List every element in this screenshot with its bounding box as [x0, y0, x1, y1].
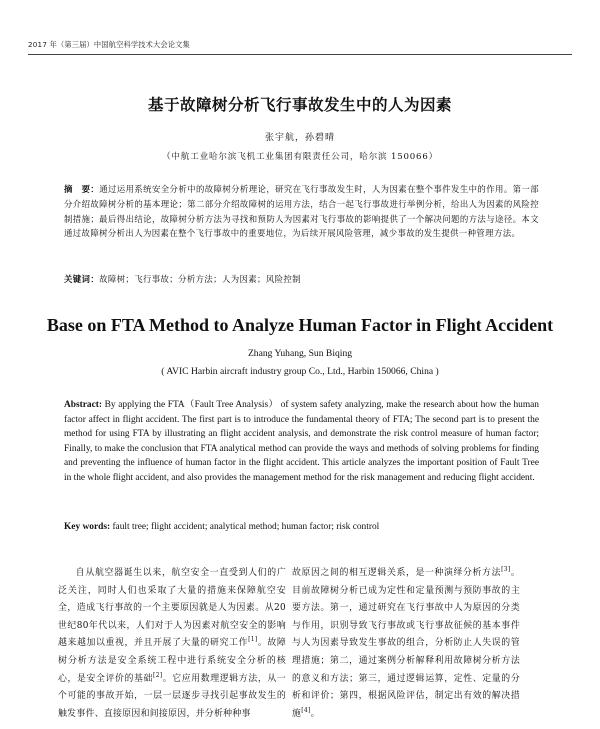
- citation-ref: [4]: [301, 706, 311, 714]
- citation-ref: [1]: [248, 636, 258, 644]
- english-keywords: [64, 520, 539, 534]
- citation-ref: [2]: [153, 671, 163, 679]
- english-abstract-label: Abstract:: [64, 400, 103, 410]
- body-column-right: [292, 565, 520, 723]
- running-header: 2017 年（第三届）中国航空科学技术大会论文集: [28, 40, 190, 49]
- body-right-text-3: 。: [310, 708, 320, 719]
- english-abstract: [64, 398, 539, 486]
- english-keywords-label: Key words:: [64, 522, 111, 532]
- body-column-left: [58, 565, 286, 723]
- chinese-title: 基于故障树分析飞行事故发生中的人为因素: [147, 96, 452, 114]
- english-abstract-text: By applying the FTA（Fault Tree Analysis） of system safety analyzing, make the research about how the human factor affect in flight accident. The first part is to introduce the fundamental theory of FTA; The second part is to present the method for using FTA by illustrating an flight accident analysis, and demonstrate the risk control measure of human factor; Finally, to make the conclusion that FTA analytical method can provide the ways and methods of solving problems for finding and preventing the influence of human factor in the flight accident. This article analyzes the important position of Fault Tree in the whole flight accident, and also provides the management method for the risk management and reducing flight accident.: [64, 400, 539, 483]
- body-right-text-2: 。目前故障树分析已成为定性和定量预测与预防事故的主要方法。第一，通过研究在飞行事故中人为原因的分类与作用，识别导致飞行事故或飞行事故征候的基本事件与人为因素导致发生事故的组合，分析防止人失误的管理措施；第二，通过案例分析解释利用故障树分析方法的意义和方法；第三，通过逻辑运算，定性、定量的分析和评价；第四，根据风险评估，制定出有效的解决措施: [292, 568, 520, 719]
- chinese-keywords-text: 故障树；飞行事故；分析方法；人为因素；风险控制: [99, 274, 301, 284]
- chinese-abstract-text: 通过运用系统安全分析中的故障树分析理论，研究在飞行事故发生时，人为因素在整个事件发生中的作用。第一部分介绍故障树分析的基本理论；第二部分介绍故障树的运用方法，结合一起飞行事故进行举例分析，给出人为因素的风险控制措施；最后得出结论，故障树分析方法为寻找和预防人为因素对飞行事故的影响提供了一个解决问题的方法与途径。本文通过故障树分析出人为因素在整个飞行事故中的重要地位，为后续开展风险管理，减少事故的发生提供一种管理方法。: [64, 184, 539, 239]
- chinese-authors: 张宇航，孙碧晴: [264, 133, 335, 143]
- body-right-text-1: 故原因之间的相互逻辑关系，是一种演绎分析方法: [292, 568, 502, 578]
- body-left-text-1: 自从航空器诞生以来，航空安全一直受到人们的广泛关注，同时人们也采取了大量的措施来保障航空安全，造成飞行事故的一个主要原因就是人为因素。从20世纪80年代以来，人们对于人为因素对航空安全的影响越来越加以重视，并且开展了大量的研究工作: [58, 568, 286, 649]
- citation-ref: [3]: [501, 566, 511, 574]
- english-keywords-text: fault tree; flight accident; analytical method; human factor; risk control: [110, 522, 380, 532]
- body-left-text-2: 。故障树分析方法是安全系统工程中进行系统安全分析的核心，是安全评价的基础: [58, 638, 286, 684]
- english-title: Base on FTA Method to Analyze Human Factor in Flight Accident: [46, 315, 554, 335]
- english-affiliation: ( AVIC Harbin aircraft industry group Co., Ltd., Harbin 150066, China ): [161, 366, 439, 377]
- chinese-abstract: [64, 182, 539, 241]
- body-left-text-3: 。它应用数理逻辑方法，从一个可能的事故开始，一层一层逐步寻找引起事故发生的触发事件、直接原因和间接原因，并分析种种事: [58, 673, 287, 719]
- chinese-keywords-label: 关键词：: [64, 274, 100, 284]
- header-rule: [28, 54, 572, 55]
- chinese-keywords: [64, 272, 539, 286]
- english-authors: Zhang Yuhang, Sun Biqing: [247, 348, 353, 359]
- chinese-abstract-label: 摘 要：: [64, 184, 100, 194]
- chinese-affiliation: （中航工业哈尔滨飞机工业集团有限责任公司，哈尔滨 150066）: [162, 152, 438, 162]
